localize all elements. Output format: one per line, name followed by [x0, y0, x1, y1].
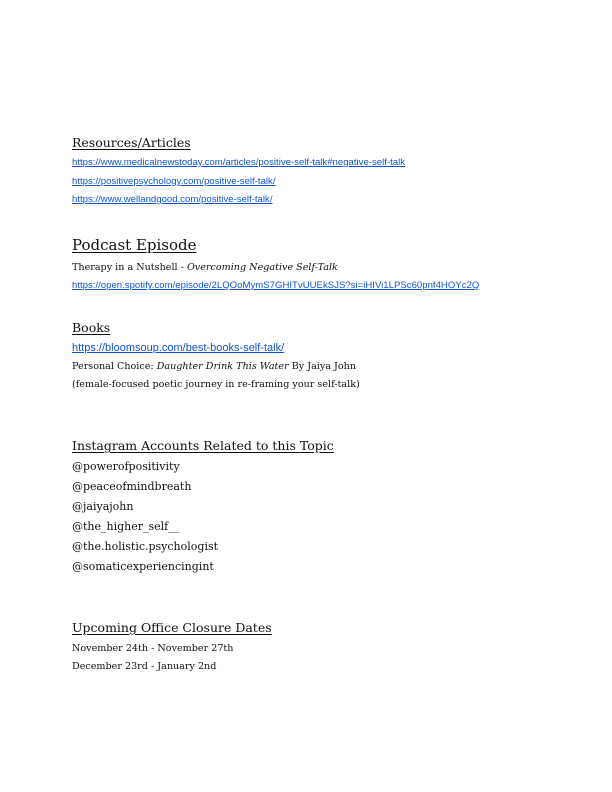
books-heading: Books: [72, 320, 111, 335]
closure-date: December 23rd - January 2nd: [72, 661, 217, 672]
podcast-description: [72, 262, 338, 273]
instagram-heading: Instagram Accounts Related to this Topic: [72, 438, 334, 453]
resource-link-wellandgood[interactable]: https://www.wellandgood.com/positive-self-talk/: [72, 194, 273, 205]
books-choice-prefix: Personal Choice:: [72, 361, 157, 372]
closure-date: November 24th - November 27th: [72, 643, 234, 654]
instagram-account: @the.holistic.psychologist: [72, 540, 219, 553]
instagram-account: @jaiyajohn: [72, 500, 134, 513]
books-choice-author: By Jaiya John: [288, 361, 357, 372]
resource-link-positivepsychology[interactable]: https://positivepsychology.com/positive-self-talk/: [72, 176, 276, 187]
books-choice-note: (female-focused poetic journey in re-framing your self-talk): [72, 379, 360, 390]
instagram-account: @somaticexperiencingint: [72, 560, 214, 573]
books-bloomsoup-link[interactable]: https://bloomsoup.com/best-books-self-talk/: [72, 342, 285, 354]
resource-link-medicalnewstoday[interactable]: https://www.medicalnewstoday.com/articles/positive-self-talk#negative-self-talk: [72, 157, 406, 168]
closures-heading: Upcoming Office Closure Dates: [72, 620, 272, 635]
books-personal-choice: [72, 361, 356, 372]
podcast-episode-title: Overcoming Negative Self-Talk: [186, 262, 338, 273]
books-choice-title: Daughter Drink This Water: [156, 361, 289, 372]
instagram-account: @the_higher_self__: [72, 520, 180, 533]
instagram-account: @peaceofmindbreath: [72, 480, 192, 493]
podcast-spotify-link[interactable]: https://open.spotify.com/episode/2LQOoMymS7GHITvUUEkSJS?si=iHIVi1LPSc60pnf4HOYc2Q: [72, 280, 480, 291]
podcast-heading: Podcast Episode: [72, 236, 197, 254]
resources-heading: Resources/Articles: [72, 135, 191, 150]
instagram-account: @powerofpositivity: [72, 460, 180, 473]
podcast-show-name: Therapy in a Nutshell -: [72, 262, 187, 273]
